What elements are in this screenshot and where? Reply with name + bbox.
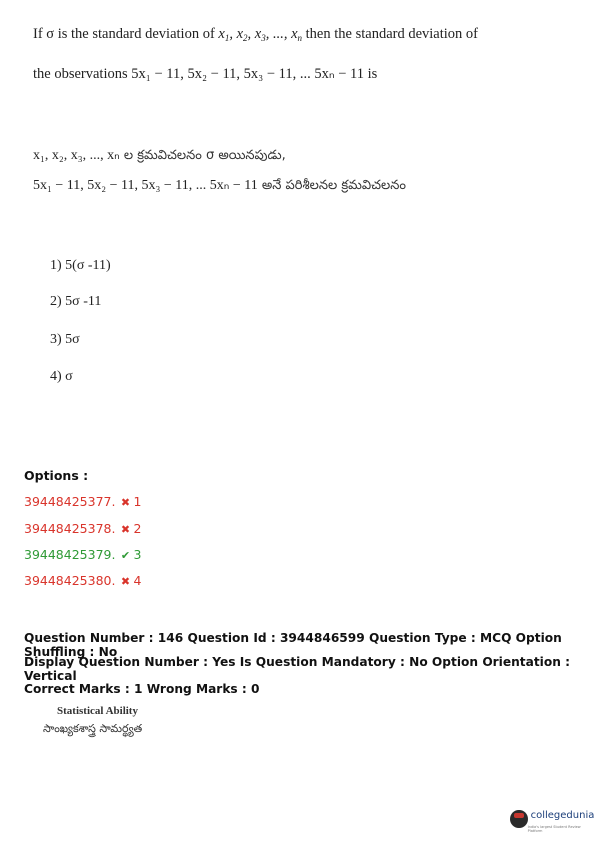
te-expr-1: x₁, x₂, x₃, ..., xₙ [33,148,120,163]
option-row-2 [24,521,141,536]
option-row-4 [24,573,141,588]
question-text-en-line1: If σ is the standard deviation of $x_1$, $x_2$, $x_3$, ..., $x_n$ then the standard deviation of [33,26,478,43]
collegedunia-logo [510,805,595,833]
option-id: 39448425378. [24,521,116,536]
option-row-1 [24,494,141,509]
choice-4: 4) σ [50,369,73,384]
sub-3: 3 [261,33,266,43]
te-text-1: ల క్రమవిచలనం σ అయినపుడు, [119,148,286,163]
option-label: 4 [133,573,142,588]
var-xn: x [291,26,298,42]
var-x1: x [218,26,225,42]
question-text-te-line1 [33,146,286,166]
choice-1: 1) 5(σ -11) [50,258,111,273]
option-row-3 [24,547,141,562]
sub-1: 1 [224,33,230,43]
subject-te: సాంఖ్యకశాస్త్ర సామర్థ్యత [43,722,143,735]
cross-icon: ✖ [120,523,131,536]
question-meta-line1: Question Number : 146 Question Id : 3944846599 Question Type : MCQ Option Shuffling : No [24,631,562,659]
check-icon: ✔ [120,549,131,562]
var-x3: x [254,26,262,42]
question-meta-line3: Correct Marks : 1 Wrong Marks : 0 [24,682,260,696]
question-text-en-line2 [33,66,377,83]
te-text-2: అనే పరిశీలనల క్రమవిచలనం [257,178,406,193]
question-meta-line2: Display Question Number : Yes Is Question Mandatory : No Option Orientation : Vertical [24,655,571,683]
choice-2: 2) 5σ -11 [50,294,102,309]
sub-2: 2 [243,33,248,43]
observations-label: the observations [33,66,132,82]
te-expr-2: 5x₁ − 11, 5x₂ − 11, 5x₃ − 11, ... 5xₙ − 11 [33,178,258,193]
sub-n: n [297,33,303,43]
logo-tagline: India's largest Student Review Platform [527,825,581,833]
choice-3: 3) 5σ [50,332,80,347]
question-text-te-line2 [33,176,406,196]
cross-icon: ✖ [120,496,131,509]
is-label: is [364,66,378,82]
option-id: 39448425379. [24,547,116,562]
option-label: 1 [133,494,142,509]
logo-name: collegedunia [530,810,595,821]
option-id: 39448425380. [24,573,116,588]
option-id: 39448425377. [24,494,116,509]
question-prefix: If σ is the standard deviation of [33,26,219,42]
cross-icon: ✖ [120,575,131,588]
subject-en: Statistical Ability [57,705,138,717]
question-suffix: then the standard deviation of [302,26,478,42]
logo-mascot-icon [510,810,528,828]
observations-expr: 5x₁ − 11, 5x₂ − 11, 5x₃ − 11, ... 5xₙ − 11 [131,66,365,82]
option-label: 2 [133,521,142,536]
var-x2: x [236,26,244,42]
options-heading: Options : [24,468,89,483]
option-label: 3 [133,547,142,562]
